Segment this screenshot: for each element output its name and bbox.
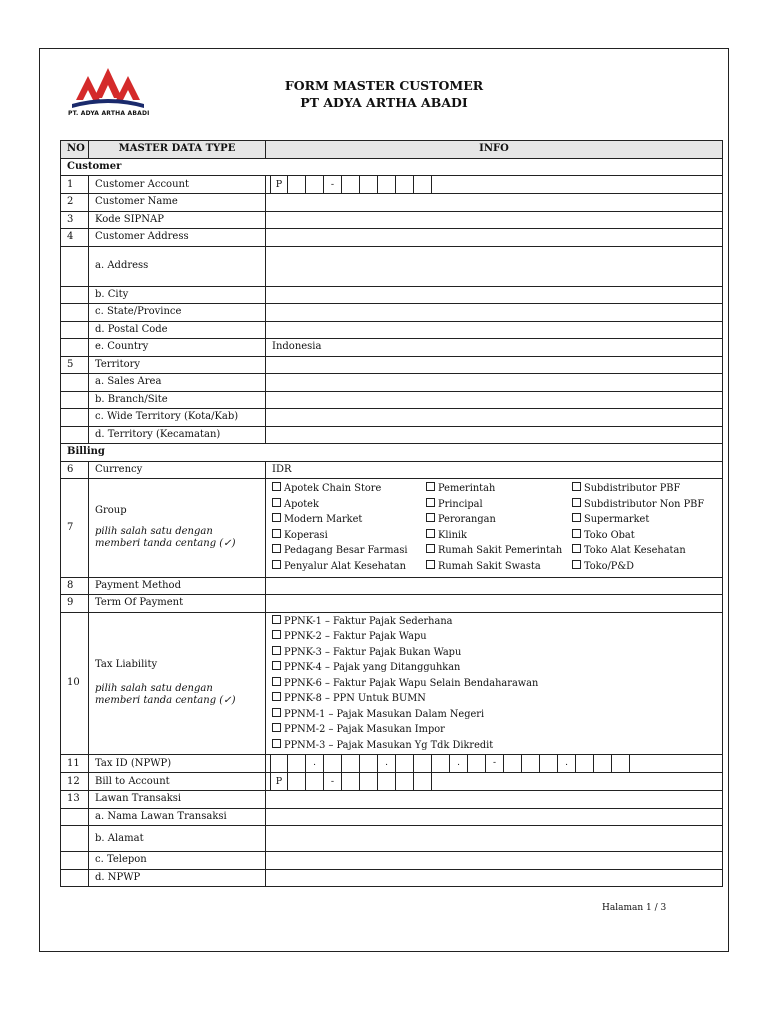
tax-instruction: pilih salah satu dengan memberi tanda centang (✓): [95, 683, 236, 707]
checkbox-icon[interactable]: [272, 692, 281, 701]
tax-option-label: PPNK-2 – Faktur Pajak Wapu: [284, 631, 427, 643]
tax-option-label: PPNK-4 – Pajak yang Ditangguhkan: [284, 662, 461, 674]
row-label: c. Wide Territory (Kota/Kab): [89, 409, 266, 427]
customer-address-field: [266, 229, 723, 247]
group-option[interactable]: [572, 528, 722, 544]
header-no: NO: [61, 141, 89, 159]
checkbox-icon[interactable]: [572, 544, 581, 553]
row-label: c. State/Province: [89, 304, 266, 322]
npwp-separator: .: [306, 755, 324, 772]
group-option[interactable]: [272, 543, 426, 559]
table-row: [61, 773, 723, 791]
group-option[interactable]: [572, 481, 722, 497]
table-row: [61, 808, 723, 826]
npwp-boxes[interactable]: [266, 755, 723, 773]
npwp-digit-box: [414, 755, 432, 772]
row-number: 13: [61, 791, 89, 809]
group-option-label: Principal: [438, 498, 483, 510]
group-option[interactable]: [572, 512, 722, 528]
row-number: 1: [61, 176, 89, 194]
checkbox-icon[interactable]: [272, 677, 281, 686]
lawan-transaksi-field: [266, 791, 723, 809]
group-option-label: Subdistributor Non PBF: [584, 498, 705, 510]
table-row: [61, 229, 723, 247]
group-option[interactable]: [426, 512, 572, 528]
table-row: [61, 409, 723, 427]
tax-option-label: PPNM-3 – Pajak Masukan Yg Tdk Dikredit: [284, 739, 494, 751]
group-option-label: Rumah Sakit Swasta: [438, 560, 541, 572]
group-option-label: Subdistributor PBF: [584, 483, 681, 494]
group-option-label: Perorangan: [438, 514, 496, 526]
group-option-label: Klinik: [438, 529, 467, 541]
territory-kecamatan-field[interactable]: [266, 426, 723, 444]
row-number: 9: [61, 595, 89, 613]
payment-method-field[interactable]: [266, 577, 723, 595]
npwp-digit-box: [576, 755, 594, 772]
npwp-digit-box: [432, 755, 450, 772]
tax-liability-options: [266, 612, 723, 755]
checkbox-icon[interactable]: [272, 529, 281, 538]
address-field[interactable]: [266, 246, 723, 286]
checkbox-icon[interactable]: [272, 723, 281, 732]
npwp-digit-box: [504, 755, 522, 772]
checkbox-icon[interactable]: [272, 646, 281, 655]
tax-option[interactable]: [272, 707, 716, 723]
checkbox-icon[interactable]: [572, 482, 581, 491]
table-row: [61, 211, 723, 229]
table-row: [61, 286, 723, 304]
group-option[interactable]: [272, 528, 426, 544]
checkbox-icon[interactable]: [426, 482, 435, 491]
table-row: [61, 339, 723, 357]
group-option[interactable]: [426, 528, 572, 544]
row-label: a. Nama Lawan Transaksi: [89, 808, 266, 826]
group-option[interactable]: [572, 559, 722, 575]
checkbox-icon[interactable]: [272, 615, 281, 624]
group-option[interactable]: [272, 512, 426, 528]
group-option-label: Toko Obat: [584, 529, 635, 541]
table-row: [61, 852, 723, 870]
page-number: Halaman 1 / 3: [602, 903, 667, 913]
customer-name-field[interactable]: [266, 194, 723, 212]
row-label: Currency: [89, 461, 266, 479]
tax-option-label: PPNK-3 – Faktur Pajak Bukan Wapu: [284, 646, 462, 658]
group-option-label: Penyalur Alat Kesehatan: [284, 560, 406, 572]
checkbox-icon[interactable]: [272, 630, 281, 639]
tax-option-label: PPNK-8 – PPN Untuk BUMN: [284, 693, 426, 705]
account-dash: -: [324, 176, 342, 193]
row-number: 7: [61, 479, 89, 578]
alamat-field[interactable]: [266, 826, 723, 852]
header-info: INFO: [266, 141, 723, 159]
checkbox-icon[interactable]: [426, 560, 435, 569]
npwp-separator: .: [558, 755, 576, 772]
checkbox-icon[interactable]: [272, 739, 281, 748]
row-label: Tax ID (NPWP): [89, 755, 266, 773]
npwp-digit-box: [540, 755, 558, 772]
npwp-digit-box: [360, 755, 378, 772]
row-number: 12: [61, 773, 89, 791]
territory-field: [266, 356, 723, 374]
row-label: b. Alamat: [89, 826, 266, 852]
npwp-lawan-field[interactable]: [266, 869, 723, 887]
checkbox-icon[interactable]: [272, 513, 281, 522]
table-row: [61, 356, 723, 374]
group-options: [266, 479, 723, 578]
checkbox-icon[interactable]: [272, 544, 281, 553]
group-option-label: Rumah Sakit Pemerintah: [438, 545, 563, 557]
state-province-field[interactable]: [266, 304, 723, 322]
sales-area-field[interactable]: [266, 374, 723, 392]
tax-option[interactable]: [272, 645, 716, 661]
group-option[interactable]: [272, 497, 426, 513]
npwp-digit-box: [324, 755, 342, 772]
tax-option-label: PPNK-1 – Faktur Pajak Sederhana: [284, 615, 453, 627]
kode-sipnap-field[interactable]: [266, 211, 723, 229]
row-label: d. NPWP: [89, 869, 266, 887]
npwp-digit-box: [522, 755, 540, 772]
row-label: Customer Account: [89, 176, 266, 194]
table-row: [61, 791, 723, 809]
group-option[interactable]: [426, 559, 572, 575]
checkbox-icon[interactable]: [272, 661, 281, 670]
branch-site-field[interactable]: [266, 391, 723, 409]
checkbox-icon[interactable]: [426, 513, 435, 522]
table-row: [61, 194, 723, 212]
group-option[interactable]: [572, 543, 722, 559]
logo-company-name: PT. ADYA ARTHA ABADI: [68, 110, 150, 117]
section-billing: Billing: [61, 444, 723, 462]
bill-to-account-boxes[interactable]: [266, 773, 723, 791]
tax-option[interactable]: [272, 738, 716, 754]
row-number: 6: [61, 461, 89, 479]
table-row: [61, 246, 723, 286]
tax-option[interactable]: [272, 722, 716, 738]
checkbox-icon[interactable]: [426, 529, 435, 538]
row-number: 4: [61, 229, 89, 247]
row-number: 3: [61, 211, 89, 229]
group-instruction: pilih salah satu dengan memberi tanda centang (✓): [95, 526, 236, 550]
checkbox-icon[interactable]: [572, 513, 581, 522]
checkbox-icon[interactable]: [572, 560, 581, 569]
group-option[interactable]: [272, 559, 426, 575]
npwp-digit-box: [612, 755, 630, 772]
group-option-label: Apotek Chain Store: [284, 483, 382, 494]
checkbox-icon[interactable]: [426, 544, 435, 553]
tax-option-label: PPNK-6 – Faktur Pajak Wapu Selain Bendaharawan: [284, 677, 539, 689]
row-label: e. Country: [89, 339, 266, 357]
row-label: Lawan Transaksi: [89, 791, 266, 809]
table-row: [61, 869, 723, 887]
table-row: [61, 826, 723, 852]
telepon-field[interactable]: [266, 852, 723, 870]
table-row: [61, 391, 723, 409]
npwp-digit-box: [288, 755, 306, 772]
npwp-separator: .: [378, 755, 396, 772]
group-option[interactable]: [426, 497, 572, 513]
group-option[interactable]: [272, 481, 426, 497]
row-label: a. Sales Area: [89, 374, 266, 392]
tax-option[interactable]: [272, 676, 716, 692]
row-number: 5: [61, 356, 89, 374]
row-label: Customer Name: [89, 194, 266, 212]
table-row: [61, 321, 723, 339]
row-number: 2: [61, 194, 89, 212]
postal-code-field[interactable]: [266, 321, 723, 339]
term-of-payment-field[interactable]: [266, 595, 723, 613]
group-option-label: Supermarket: [584, 514, 650, 526]
npwp-digit-box: [270, 755, 288, 772]
customer-account-boxes[interactable]: [266, 176, 723, 194]
row-number: 11: [61, 755, 89, 773]
row-label: b. Branch/Site: [89, 391, 266, 409]
checkbox-icon[interactable]: [426, 498, 435, 507]
row-label: Term Of Payment: [89, 595, 266, 613]
group-option-label: Apotek: [284, 498, 319, 510]
country-field[interactable]: Indonesia: [266, 339, 723, 357]
table-row: [61, 577, 723, 595]
tax-option-label: PPNM-2 – Pajak Masukan Impor: [284, 724, 445, 736]
row-label: d. Postal Code: [89, 321, 266, 339]
bill-prefix: P: [270, 773, 288, 790]
table-row: [61, 479, 723, 578]
table-header: [61, 141, 723, 159]
tax-option[interactable]: [272, 629, 716, 645]
checkbox-icon[interactable]: [272, 560, 281, 569]
table-row: [61, 612, 723, 755]
checkbox-icon[interactable]: [272, 482, 281, 491]
group-option-label: Modern Market: [284, 514, 363, 526]
row-label: Group: [95, 505, 127, 517]
table-row: [61, 304, 723, 322]
city-field[interactable]: [266, 286, 723, 304]
table-row: [61, 426, 723, 444]
company-title: PT ADYA ARTHA ABADI: [300, 95, 468, 110]
tax-option[interactable]: [272, 660, 716, 676]
table-row: [61, 374, 723, 392]
nama-lawan-transaksi-field[interactable]: [266, 808, 723, 826]
npwp-separator: -: [486, 755, 504, 772]
row-number: 8: [61, 577, 89, 595]
table-row: [61, 176, 723, 194]
group-option-label: Toko/P&D: [584, 560, 634, 572]
checkbox-icon[interactable]: [272, 708, 281, 717]
row-label: d. Territory (Kecamatan): [89, 426, 266, 444]
npwp-separator: .: [450, 755, 468, 772]
section-customer: Customer: [61, 158, 723, 176]
group-option[interactable]: [426, 543, 572, 559]
checkbox-icon[interactable]: [572, 498, 581, 507]
table-row: [61, 755, 723, 773]
npwp-digit-box: [468, 755, 486, 772]
row-number: 10: [61, 612, 89, 755]
checkbox-icon[interactable]: [272, 498, 281, 507]
npwp-digit-box: [594, 755, 612, 772]
row-label: Payment Method: [89, 577, 266, 595]
row-label: Kode SIPNAP: [89, 211, 266, 229]
tax-option[interactable]: [272, 691, 716, 707]
row-label: a. Address: [89, 246, 266, 286]
group-option[interactable]: [426, 481, 572, 497]
row-label: Tax Liability: [95, 659, 158, 671]
npwp-digit-box: [342, 755, 360, 772]
group-option-label: Koperasi: [284, 529, 328, 541]
form-title: FORM MASTER CUSTOMER: [284, 78, 484, 93]
row-label: Customer Address: [89, 229, 266, 247]
table-row: [61, 461, 723, 479]
group-option-label: Pedagang Besar Farmasi: [284, 545, 408, 557]
checkbox-icon[interactable]: [572, 529, 581, 538]
bill-dash: -: [324, 773, 342, 790]
row-label: Territory: [89, 356, 266, 374]
customer-form-table: [60, 140, 723, 887]
header-master-data-type: MASTER DATA TYPE: [89, 141, 266, 159]
tax-option[interactable]: [272, 614, 716, 630]
wide-territory-field[interactable]: [266, 409, 723, 427]
group-option-label: Pemerintah: [438, 483, 496, 494]
currency-field[interactable]: IDR: [266, 461, 723, 479]
row-label: Bill to Account: [89, 773, 266, 791]
npwp-digit-box: [396, 755, 414, 772]
row-label: b. City: [89, 286, 266, 304]
row-label: c. Telepon: [89, 852, 266, 870]
group-option[interactable]: [572, 497, 722, 513]
account-prefix: P: [270, 176, 288, 193]
tax-option-label: PPNM-1 – Pajak Masukan Dalam Negeri: [284, 708, 485, 720]
table-row: [61, 595, 723, 613]
group-option-label: Toko Alat Kesehatan: [584, 545, 686, 557]
